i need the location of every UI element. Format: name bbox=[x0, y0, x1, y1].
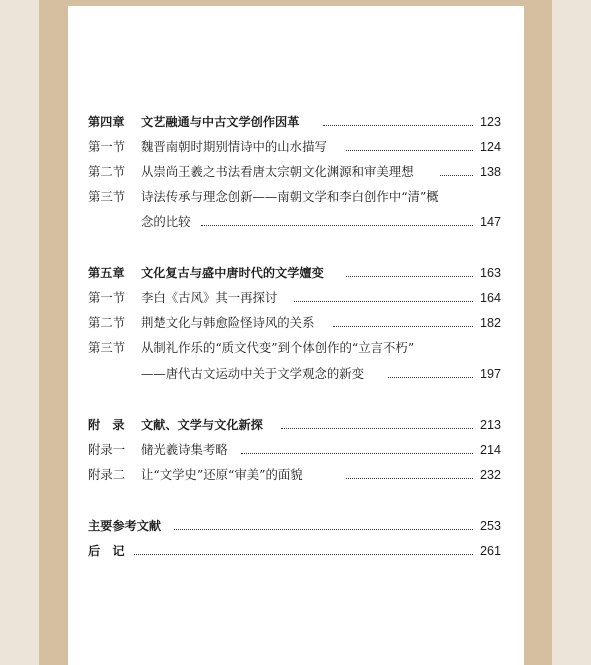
toc-title: 储光羲诗集考略 bbox=[141, 442, 228, 457]
toc-label: 第一节 bbox=[88, 290, 126, 305]
toc-title: 文艺融通与中古文学创作因革 bbox=[141, 115, 300, 129]
toc-afterword bbox=[88, 541, 501, 561]
toc-title: 从崇尚王羲之书法看唐太宗朝文化渊源和审美理想 bbox=[141, 164, 414, 179]
toc-chapter-5 bbox=[88, 263, 501, 283]
leader-dots bbox=[346, 276, 473, 277]
toc-section-continuation bbox=[88, 212, 501, 232]
toc-section bbox=[88, 440, 501, 460]
leader-dots bbox=[134, 554, 473, 555]
toc-page: 213 bbox=[479, 418, 501, 432]
toc-page: 182 bbox=[479, 316, 501, 330]
toc-label: 第二节 bbox=[88, 315, 126, 330]
toc-page: 261 bbox=[479, 544, 501, 558]
toc-label: 第一节 bbox=[88, 139, 126, 154]
toc-appendix bbox=[88, 415, 501, 435]
toc-title: ——唐代古文运动中关于文学观念的新变 bbox=[141, 366, 365, 381]
leader-dots bbox=[388, 377, 473, 378]
toc-page: 232 bbox=[479, 468, 501, 482]
toc-section bbox=[88, 465, 501, 485]
toc-label: 附录二 bbox=[88, 467, 126, 482]
toc-label: 第三节 bbox=[88, 189, 126, 204]
toc-chapter-4 bbox=[88, 112, 501, 132]
toc-title: 诗法传承与理念创新——南朝文学和李白创作中“清”概 bbox=[141, 189, 439, 204]
toc-label: 附 录 bbox=[88, 418, 125, 432]
toc-title: 文献、文学与文化新探 bbox=[141, 418, 263, 432]
toc-bibliography bbox=[88, 516, 501, 536]
toc-page: 214 bbox=[479, 443, 501, 457]
leader-dots bbox=[294, 301, 473, 302]
toc-section-continuation bbox=[88, 364, 501, 384]
toc-section bbox=[88, 187, 501, 207]
toc-page: 164 bbox=[479, 291, 501, 305]
toc-title: 从制礼作乐的“质文代变”到个体创作的“立言不朽” bbox=[141, 340, 415, 355]
toc-page: 197 bbox=[479, 367, 501, 381]
leader-dots bbox=[333, 326, 473, 327]
toc-label: 第三节 bbox=[88, 340, 126, 355]
toc-title: 文化复古与盛中唐时代的文学嬗变 bbox=[141, 266, 324, 280]
toc-page: 163 bbox=[479, 266, 501, 280]
toc-section bbox=[88, 162, 501, 182]
toc-title: 荆楚文化与韩愈险怪诗风的关系 bbox=[141, 315, 315, 330]
toc-page: 253 bbox=[479, 519, 501, 533]
leader-dots bbox=[346, 150, 473, 151]
toc-page: 138 bbox=[479, 165, 501, 179]
toc-page: 124 bbox=[479, 140, 501, 154]
toc-label: 附录一 bbox=[88, 442, 126, 457]
leader-dots bbox=[241, 453, 473, 454]
toc-section bbox=[88, 137, 501, 157]
toc-label: 第五章 bbox=[88, 266, 125, 280]
toc-title: 让“文学史”还原“审美”的面貌 bbox=[141, 467, 303, 482]
toc-section bbox=[88, 338, 501, 358]
toc-title: 念的比较 bbox=[141, 214, 191, 229]
toc-title: 李白《古风》其一再探讨 bbox=[141, 290, 278, 305]
toc-label: 主要参考文献 bbox=[88, 519, 162, 533]
toc-label: 第四章 bbox=[88, 115, 125, 129]
toc-section bbox=[88, 288, 501, 308]
toc-section bbox=[88, 313, 501, 333]
toc-title: 魏晋南朝时期别情诗中的山水描写 bbox=[141, 139, 327, 154]
toc-label: 后 记 bbox=[88, 544, 125, 558]
toc-page: 123 bbox=[479, 115, 501, 129]
leader-dots bbox=[346, 478, 473, 479]
page bbox=[68, 6, 524, 665]
toc-label: 第二节 bbox=[88, 164, 126, 179]
leader-dots bbox=[323, 125, 473, 126]
leader-dots bbox=[440, 175, 473, 176]
toc-page: 147 bbox=[479, 215, 501, 229]
leader-dots bbox=[281, 428, 473, 429]
leader-dots bbox=[174, 529, 473, 530]
leader-dots bbox=[201, 225, 473, 226]
